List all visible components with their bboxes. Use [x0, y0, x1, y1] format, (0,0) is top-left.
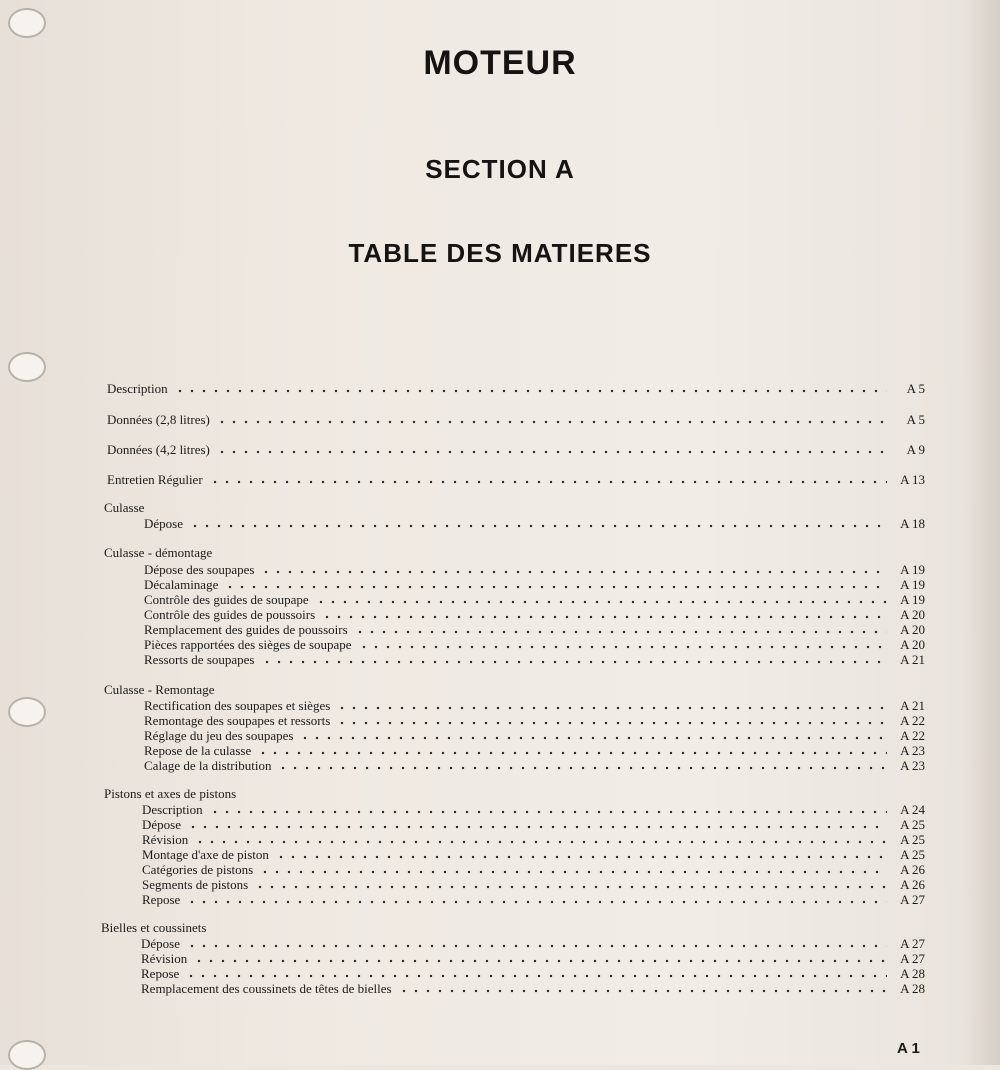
toc-entry-page: A 20 [900, 637, 925, 652]
toc-entry-page: A 19 [900, 577, 925, 592]
toc-entry-label: Segments de pistons [142, 877, 249, 892]
toc-entry-page: A 19 [900, 562, 925, 577]
toc-entry-page: A 25 [900, 817, 925, 832]
toc-entry [144, 636, 925, 652]
dot-leader [186, 944, 887, 948]
toc-entry-page: A 28 [900, 981, 925, 996]
dot-leader [209, 480, 887, 484]
toc-entry-label: Révision [142, 832, 189, 847]
toc-entry-label: Remplacement des guides de poussoirs [144, 622, 348, 637]
toc-entry [144, 742, 925, 758]
dot-leader [189, 524, 887, 528]
dot-leader [186, 900, 887, 904]
dot-leader [398, 989, 887, 993]
toc-entry [142, 801, 925, 817]
dot-leader [321, 615, 887, 619]
toc-entry-page: A 18 [900, 516, 925, 531]
toc-entry-page: A 27 [900, 936, 925, 951]
toc-entry-label: Entretien Régulier [107, 472, 203, 487]
toc-entry-page: A 26 [900, 877, 925, 892]
toc-entry-label: Repose [142, 892, 181, 907]
dot-leader [257, 751, 887, 755]
toc-entry-label: Données (2,8 litres) [107, 412, 210, 427]
toc-entry-label: Révision [141, 951, 188, 966]
dot-leader [224, 585, 887, 589]
toc-entry-label: Dépose des soupapes [144, 562, 255, 577]
dot-leader [187, 825, 887, 829]
toc-entry-label: Description [107, 381, 168, 396]
toc-group-title: Culasse - Remontage [104, 682, 215, 697]
toc-group-title: Culasse [104, 500, 145, 515]
toc-entry-label: Dépose [141, 936, 180, 951]
toc-entry [144, 712, 925, 728]
toc-entry [142, 816, 925, 832]
page-number: A 1 [897, 1040, 920, 1057]
dot-leader [358, 645, 887, 649]
toc-entry-label: Calage de la distribution [144, 758, 272, 773]
toc-entry [142, 831, 925, 847]
toc-entry-label: Dépose [142, 817, 181, 832]
toc-entry-page: A 25 [900, 832, 925, 847]
toc-group-title: Culasse - démontage [104, 545, 213, 560]
toc-entry-label: Repose de la culasse [144, 743, 252, 758]
toc-entry [107, 471, 925, 487]
dot-leader [194, 840, 887, 844]
toc-entry [144, 727, 925, 743]
toc-entry-label: Dépose [144, 516, 183, 531]
dot-leader [254, 885, 887, 889]
toc-group-title: Bielles et coussinets [101, 920, 207, 935]
toc-entry-page: A 26 [900, 862, 925, 877]
toc-entry-label: Données (4,2 litres) [107, 442, 210, 457]
toc-entry [144, 576, 925, 592]
toc-entry-page: A 27 [900, 892, 925, 907]
punch-hole-icon [8, 352, 46, 382]
toc-group-title: Pistons et axes de pistons [104, 786, 237, 801]
dot-leader [174, 389, 887, 393]
toc-entry [144, 591, 925, 607]
toc-entry-page: A 22 [900, 713, 925, 728]
toc-entry-label: Décalaminage [144, 577, 219, 592]
toc-entry-label: Catégories de pistons [142, 862, 254, 877]
toc-entry-page: A 28 [900, 966, 925, 981]
toc-entry-page: A 9 [906, 442, 925, 457]
dot-leader [315, 600, 887, 604]
punch-hole-icon [8, 8, 46, 38]
toc-entry-label: Remplacement des coussinets de têtes de bielles [141, 981, 392, 996]
toc-entry-label: Contrôle des guides de poussoirs [144, 607, 316, 622]
dot-leader [275, 855, 887, 859]
toc-entry [144, 515, 925, 531]
toc-entry [144, 621, 925, 637]
toc-entry-page: A 23 [900, 743, 925, 758]
toc-entry-label: Rectification des soupapes et sièges [144, 698, 331, 713]
toc-entry-label: Contrôle des guides de soupape [144, 592, 309, 607]
toc-entry [141, 980, 925, 996]
dot-leader [336, 706, 887, 710]
toc-entry [107, 380, 925, 396]
toc-entry-label: Remontage des soupapes et ressorts [144, 713, 331, 728]
toc-entry [142, 876, 925, 892]
toc-entry [144, 757, 925, 773]
dot-leader [277, 766, 887, 770]
toc-entry [144, 561, 925, 577]
toc-entry [144, 606, 925, 622]
dot-leader [354, 630, 887, 634]
toc-entry-page: A 21 [900, 652, 925, 667]
punch-hole-icon [8, 1040, 46, 1070]
toc-entry [107, 411, 925, 427]
toc-entry-page: A 23 [900, 758, 925, 773]
toc-entry-page: A 20 [900, 622, 925, 637]
dot-leader [336, 721, 887, 725]
toc-entry [141, 950, 925, 966]
section-heading: SECTION A [425, 154, 575, 184]
toc-entry-label: Réglage du jeu des soupapes [144, 728, 294, 743]
toc-entry-page: A 5 [906, 412, 925, 427]
toc-entry [144, 651, 925, 667]
toc-entry-page: A 27 [900, 951, 925, 966]
toc-entry [142, 891, 925, 907]
toc-entry-label: Ressorts de soupapes [144, 652, 255, 667]
toc-entry-label: Pièces rapportées des sièges de soupape [144, 637, 352, 652]
toc-entry-page: A 22 [900, 728, 925, 743]
toc-entry-page: A 13 [900, 472, 925, 487]
toc-entry-label: Montage d'axe de piston [142, 847, 269, 862]
dot-leader [260, 570, 887, 574]
toc-entry [141, 935, 925, 951]
toc-entry-page: A 21 [900, 698, 925, 713]
toc-entry-page: A 24 [900, 802, 925, 817]
toc-entry [144, 697, 925, 713]
dot-leader [185, 974, 887, 978]
toc-entry [107, 441, 925, 457]
toc-entry [142, 861, 925, 877]
toc-entry [142, 846, 925, 862]
toc-entry-label: Description [142, 802, 203, 817]
toc-heading: TABLE DES MATIERES [348, 238, 652, 268]
dot-leader [193, 959, 887, 963]
dot-leader [209, 810, 887, 814]
dot-leader [216, 450, 887, 454]
toc-entry-page: A 20 [900, 607, 925, 622]
toc-entry [141, 965, 925, 981]
dot-leader [259, 870, 887, 874]
punch-hole-icon [8, 697, 46, 727]
dot-leader [216, 420, 887, 424]
dot-leader [299, 736, 887, 740]
document-title: MOTEUR [423, 44, 577, 82]
toc-entry-page: A 19 [900, 592, 925, 607]
toc-entry-label: Repose [141, 966, 180, 981]
toc-entry-page: A 25 [900, 847, 925, 862]
toc-entry-page: A 5 [906, 381, 925, 396]
dot-leader [261, 660, 888, 664]
